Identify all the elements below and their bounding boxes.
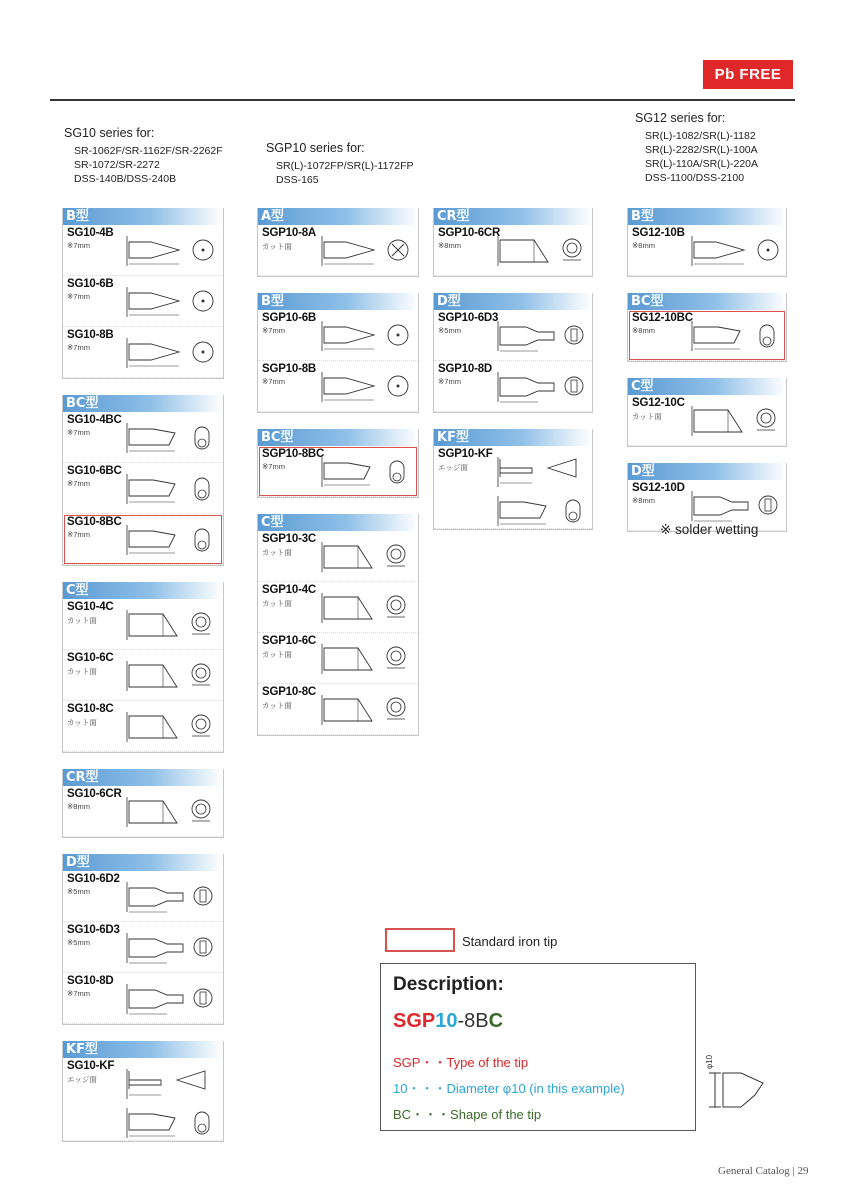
sgp10-tip-column-2 [433, 208, 593, 546]
tip-row [63, 1058, 223, 1141]
tip-row [258, 310, 418, 361]
tip-note: ※5mm [67, 887, 90, 896]
standard-tip-legend-label: Standard iron tip [462, 934, 558, 949]
tip-group [62, 769, 224, 838]
tip-model-name: SG10-KF [67, 1060, 115, 1072]
tip-type-header: D型 [434, 293, 592, 310]
tip-row [63, 650, 223, 701]
tip-model-name: SG10-8B [67, 329, 114, 341]
sgp10-model-list [276, 159, 414, 187]
sg10-model-list [74, 144, 223, 186]
tip-model-name: SGP10-6B [262, 312, 317, 324]
tip-row [258, 633, 418, 684]
tip-type-header: BC型 [63, 395, 223, 412]
tip-drawing-bc [316, 449, 414, 493]
tip-group [62, 208, 224, 379]
tip-drawing-bc [121, 415, 219, 459]
sg12-model-list [645, 129, 758, 185]
model-name: DSS-1100/DSS-2100 [645, 172, 745, 184]
code-diameter-part: 10 [435, 1010, 458, 1032]
sg12-series-heading [635, 111, 758, 185]
tip-drawing-c [316, 636, 414, 680]
tip-group [257, 429, 419, 498]
tip-group [433, 208, 593, 277]
tip-model-name: SG10-4C [67, 601, 114, 613]
tip-drawing-b [121, 330, 219, 374]
tip-note: カット面 [632, 412, 662, 421]
tip-model-name: SGP10-KF [438, 448, 493, 460]
tip-type-header: D型 [63, 854, 223, 871]
model-name: SR(L)-2282/SR(L)-100A [645, 144, 758, 156]
code-shape-part: C [488, 1010, 504, 1032]
tip-drawing-b [121, 228, 219, 272]
tip-type-header: KF型 [434, 429, 592, 446]
tip-note: ※7mm [67, 530, 90, 539]
description-shape-line: BC・・・Shape of the tip [393, 1107, 542, 1122]
tip-note: ※7mm [262, 377, 285, 386]
tip-note: ※7mm [67, 989, 90, 998]
tip-drawing-d [121, 925, 219, 969]
tip-row [628, 225, 786, 276]
tip-group [627, 208, 787, 277]
tip-type-header: B型 [258, 293, 418, 310]
top-rule [50, 99, 795, 101]
tip-model-name: SGP10-8B [262, 363, 317, 375]
tip-row [63, 276, 223, 327]
tip-model-name: SGP10-8C [262, 686, 317, 698]
tip-note: カット面 [67, 667, 97, 676]
tip-drawing-d [121, 976, 219, 1020]
tip-model-name: SG12-10D [632, 482, 685, 494]
tip-type-header: CR型 [63, 769, 223, 786]
tip-note: ※8mm [67, 802, 90, 811]
tip-model-name: SGP10-6D3 [438, 312, 499, 324]
tip-model-name: SGP10-4C [262, 584, 317, 596]
tip-group [62, 854, 224, 1025]
tip-group [257, 208, 419, 277]
page-footer: General Catalog | 29 [718, 1165, 809, 1177]
tip-row [434, 225, 592, 276]
tip-drawing-c [121, 602, 219, 646]
tip-model-name: SG10-8D [67, 975, 114, 987]
tip-model-name: SG12-10B [632, 227, 685, 239]
tip-row [434, 361, 592, 412]
description-box [380, 963, 696, 1131]
tip-note: ※7mm [438, 377, 461, 386]
tip-row [63, 786, 223, 837]
tip-note: ※8mm [632, 326, 655, 335]
tip-note: ※8mm [438, 241, 461, 250]
tip-row [63, 514, 223, 565]
tip-row [628, 395, 786, 446]
model-name: DSS-165 [276, 174, 319, 186]
tip-model-name: SGP10-8A [262, 227, 317, 239]
tip-drawing-d [492, 364, 590, 408]
model-name: SR(L)-1072FP/SR(L)-1172FP [276, 160, 414, 172]
tip-group [62, 1041, 224, 1142]
tip-type-header: D型 [628, 463, 786, 480]
tip-row [258, 684, 418, 735]
diameter-illustration [703, 1045, 773, 1115]
tip-model-name: SGP10-8D [438, 363, 493, 375]
code-middle-part: -8B [457, 1010, 489, 1032]
tip-drawing-c [316, 687, 414, 731]
tip-drawing-bc [686, 313, 784, 357]
model-name: SR(L)-1082/SR(L)-1182 [645, 130, 756, 142]
tip-drawing-b [121, 279, 219, 323]
sg12-tip-column [627, 208, 787, 548]
tip-drawing-kf [492, 449, 590, 493]
tip-group [433, 293, 593, 413]
tip-drawing-c [121, 704, 219, 748]
tip-note: ※7mm [67, 428, 90, 437]
tip-note: カット面 [67, 718, 97, 727]
tip-note: ※5mm [438, 326, 461, 335]
tip-drawing-kf [121, 1061, 219, 1105]
tip-drawing-cr [121, 789, 219, 833]
tip-model-name: SG10-8BC [67, 516, 122, 528]
tip-drawing-d [686, 483, 784, 527]
tip-group [257, 514, 419, 736]
tip-model-name: SG10-8C [67, 703, 114, 715]
tip-row [258, 582, 418, 633]
tip-row [434, 446, 592, 529]
tip-model-name: SG10-6D2 [67, 873, 120, 885]
tip-row [258, 361, 418, 412]
tip-model-name: SG10-4B [67, 227, 114, 239]
tip-note: カット面 [262, 242, 292, 251]
tip-drawing-c [686, 398, 784, 442]
tip-note: カット面 [262, 599, 292, 608]
tip-model-name: SG10-6CR [67, 788, 122, 800]
tip-note: ※8mm [632, 496, 655, 505]
tip-note: カット面 [262, 548, 292, 557]
tip-row [63, 973, 223, 1024]
sg12-series-title: SG12 series for: [635, 111, 726, 125]
tip-model-name: SGP10-3C [262, 533, 317, 545]
tip-model-name: SG10-6BC [67, 465, 122, 477]
tip-drawing-c [316, 534, 414, 578]
tip-row [63, 701, 223, 752]
svg-text:φ10: φ10 [705, 1054, 714, 1069]
sgp10-series-title: SGP10 series for: [266, 141, 365, 155]
description-title: Description: [393, 974, 504, 995]
tip-row [63, 225, 223, 276]
tip-row [258, 225, 418, 276]
tip-row [434, 310, 592, 361]
tip-type-header: C型 [628, 378, 786, 395]
tip-note: エッジ面 [67, 1075, 97, 1084]
description-diameter-line: 10・・・Diameter φ10 (in this example) [393, 1081, 625, 1096]
tip-model-name: SG12-10C [632, 397, 685, 409]
sg10-series-title: SG10 series for: [64, 126, 155, 140]
tip-group [433, 429, 593, 530]
tip-row [63, 463, 223, 514]
tip-drawing-kf-side [121, 1100, 219, 1144]
sg10-tip-column [62, 208, 224, 1158]
tip-note: カット面 [262, 650, 292, 659]
tip-drawing-c [121, 653, 219, 697]
sgp10-series-heading [266, 141, 414, 187]
tip-drawing-b [686, 228, 784, 272]
tip-row [63, 922, 223, 973]
tip-note: ※7mm [67, 343, 90, 352]
tip-drawing-kf-side [492, 488, 590, 532]
tip-type-header: KF型 [63, 1041, 223, 1058]
code-type-part: SGP [393, 1010, 436, 1032]
solder-wetting-note: ※ solder wetting [660, 522, 759, 537]
model-name: SR(L)-110A/SR(L)-220A [645, 158, 759, 170]
tip-row [258, 446, 418, 497]
tip-row [63, 327, 223, 378]
sgp10-tip-column-1 [257, 208, 419, 752]
tip-model-name: SGP10-6C [262, 635, 317, 647]
pb-free-badge: Pb FREE [703, 60, 793, 89]
tip-row [63, 871, 223, 922]
tip-note: エッジ面 [438, 463, 468, 472]
model-name: SR-1072/SR-2272 [74, 159, 160, 171]
model-name: DSS-140B/DSS-240B [74, 173, 177, 185]
tip-note: ※7mm [262, 326, 285, 335]
tip-type-header: C型 [63, 582, 223, 599]
standard-tip-legend-swatch [385, 928, 455, 952]
tip-drawing-a [316, 228, 414, 272]
description-type-line: SGP・・Type of the tip [393, 1055, 529, 1070]
tip-drawing-bc [121, 466, 219, 510]
tip-model-name: SG10-6D3 [67, 924, 120, 936]
tip-row [628, 310, 786, 361]
tip-type-header: A型 [258, 208, 418, 225]
tip-model-name: SG10-6B [67, 278, 114, 290]
tip-drawing-d [121, 874, 219, 918]
tip-type-header: B型 [63, 208, 223, 225]
tip-row [63, 599, 223, 650]
model-name: SR-1062F/SR-1162F/SR-2262F [74, 145, 223, 157]
tip-row [63, 412, 223, 463]
tip-note: ※5mm [67, 938, 90, 947]
tip-drawing-d [492, 313, 590, 357]
tip-note: ※7mm [262, 462, 285, 471]
tip-type-header: BC型 [258, 429, 418, 446]
tip-note: カット面 [262, 701, 292, 710]
tip-model-name: SG10-4BC [67, 414, 122, 426]
tip-model-name: SGP10-6CR [438, 227, 501, 239]
tip-type-header: CR型 [434, 208, 592, 225]
tip-group [627, 378, 787, 447]
tip-model-name: SG10-6C [67, 652, 114, 664]
tip-group [257, 293, 419, 413]
tip-note: カット面 [67, 616, 97, 625]
tip-drawing-b [316, 364, 414, 408]
tip-note: ※8mm [632, 241, 655, 250]
tip-note: ※7mm [67, 241, 90, 250]
tip-model-name: SGP10-8BC [262, 448, 325, 460]
tip-group [62, 395, 224, 566]
tip-note: ※7mm [67, 292, 90, 301]
description-code-example [393, 1010, 503, 1033]
tip-note: ※7mm [67, 479, 90, 488]
tip-drawing-c [316, 585, 414, 629]
tip-row [258, 531, 418, 582]
tip-drawing-b [316, 313, 414, 357]
tip-type-header: C型 [258, 514, 418, 531]
tip-group [62, 582, 224, 753]
tip-type-header: B型 [628, 208, 786, 225]
tip-type-header: BC型 [628, 293, 786, 310]
sg10-series-heading [64, 126, 223, 186]
tip-group [627, 293, 787, 362]
tip-model-name: SG12-10BC [632, 312, 693, 324]
tip-drawing-cr [492, 228, 590, 272]
tip-drawing-bc [121, 517, 219, 561]
